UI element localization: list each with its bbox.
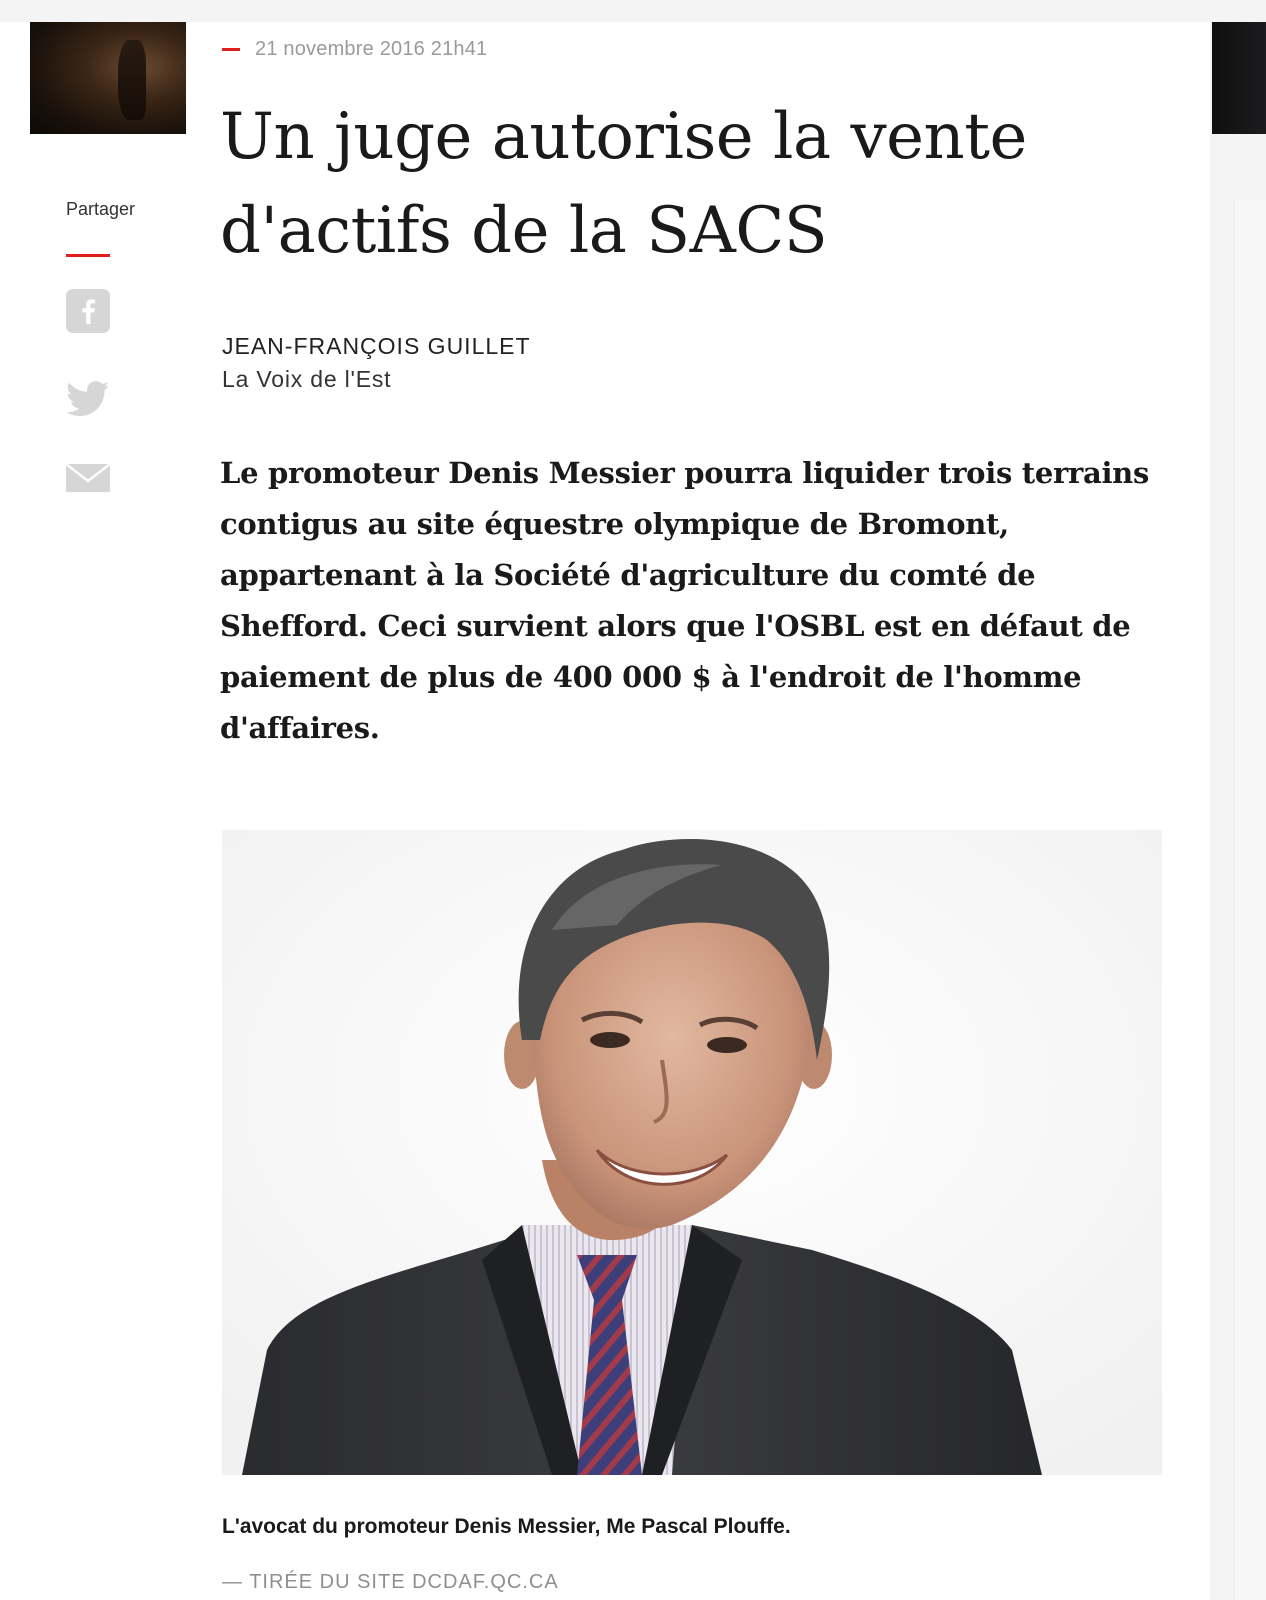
share-divider xyxy=(66,254,110,257)
related-thumbnail-right[interactable] xyxy=(1212,22,1266,134)
outlet-name: La Voix de l'Est xyxy=(222,366,392,392)
facebook-icon[interactable] xyxy=(66,289,110,333)
article-title-line-1: Un juge autorise la vente xyxy=(220,100,1027,174)
article-lede: Le promoteur Denis Messier pourra liquider trois terrains contigus au site équestre olympique de Bromont, appartenant à la Société d'agriculture du comté de Shefford. Ceci survient alors que l'OSBL est en défaut de paiement de plus de 400 000 $ à l'endroit de l'homme d'affaires. xyxy=(220,456,1149,745)
date-dash xyxy=(222,48,240,51)
publish-date: 21 novembre 2016 21h41 xyxy=(255,37,488,60)
share-label: Partager xyxy=(66,199,136,219)
page-edge xyxy=(1234,200,1266,1600)
twitter-icon[interactable] xyxy=(66,380,110,424)
article-title-line-2: d'actifs de la SACS xyxy=(220,194,828,268)
related-thumbnail-left[interactable] xyxy=(30,22,186,134)
article-photo[interactable] xyxy=(222,830,1162,1475)
publish-date-row xyxy=(222,36,487,62)
mail-icon[interactable] xyxy=(66,462,110,506)
article-title xyxy=(220,90,1180,278)
photo-credit: — TIRÉE DU SITE DCDAF.QC.CA xyxy=(222,1571,559,1593)
photo-caption: L'avocat du promoteur Denis Messier, Me Pascal Plouffe. xyxy=(222,1515,791,1538)
author-name[interactable]: JEAN-FRANÇOIS GUILLET xyxy=(222,333,531,359)
